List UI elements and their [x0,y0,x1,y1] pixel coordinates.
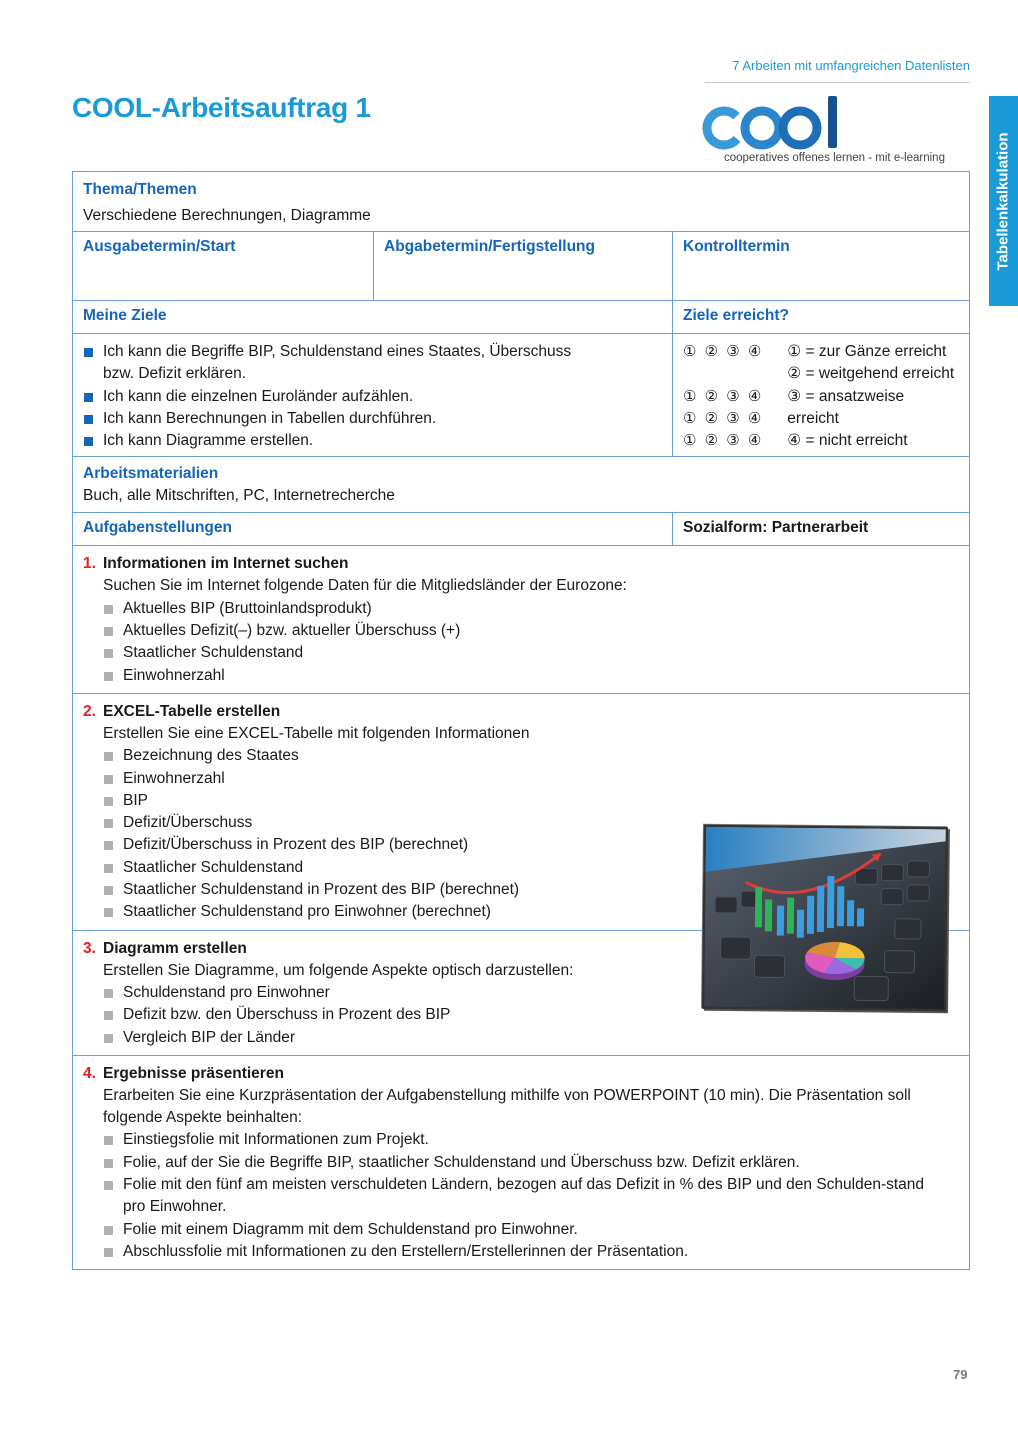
task-number: 1. [83,555,96,573]
page-number: 79 [953,1367,968,1382]
task-item: BIP [103,790,959,812]
task-item: Abschlussfolie mit Informationen zu den Erstellern/Erstellerinnen der Präsentation. [103,1241,959,1263]
task-title: Diagramm erstellen [103,939,247,957]
laptop-chart-photo [702,825,948,1012]
task-intro: Erstellen Sie Diagramme, um folgende Aspekte optisch darzustellen: [103,961,574,979]
dates-row [73,232,969,301]
task-item: Staatlicher Schuldenstand [103,642,959,664]
rating-options-goal-4[interactable]: ① ② ③ ④ [683,432,764,450]
materials-row [73,457,969,513]
task-item: Defizit/Überschuss in Prozent des BIP (berechnet) [103,834,959,856]
control-date-label: Kontrolltermin [683,238,790,255]
task-item: Defizit/Überschuss [103,812,959,834]
end-date-label: Abgabetermin/Fertigstellung [384,238,595,255]
task-item: Einwohnerzahl [103,665,959,687]
cool-logo [700,94,972,168]
goals-row [73,334,969,457]
social-form: Sozialform: Partnerarbeit [683,519,869,537]
chart-illustration-icon [704,827,946,1010]
task-number: 4. [83,1064,96,1082]
task-item: Vergleich BIP der Länder [103,1027,959,1049]
goal-item: Ich kann Berechnungen in Tabellen durchführen. [83,408,662,430]
start-date-label: Ausgabetermin/Start [83,238,236,255]
task-title: Ergebnisse präsentieren [103,1064,284,1082]
task-title: EXCEL-Tabelle erstellen [103,702,281,720]
task-number: 2. [83,702,96,720]
materials-value: Buch, alle Mitschriften, PC, Internetrecherche [83,487,395,505]
task-intro: Erstellen Sie eine EXCEL-Tabelle mit folgenden Informationen [103,724,530,742]
goals-achieved-label: Ziele erreicht? [683,307,789,324]
task-item: Staatlicher Schuldenstand [103,857,959,879]
task-1 [73,546,969,693]
theme-label: Thema/Themen [83,181,197,198]
assignment-sheet [72,171,970,1270]
legend-item: ① = zur Gänze erreicht [787,343,947,360]
rating-options-goal-1[interactable]: ① ② ③ ④ [683,343,764,360]
rating-legend [787,341,959,452]
task-item: Aktuelles Defizit(–) bzw. aktueller Überschuss (+) [103,620,959,642]
legend-item: ④ = nicht erreicht [787,432,908,450]
goal-list [83,341,662,452]
task-item: Bezeichnung des Staates [103,745,959,767]
legend-item: ③ = ansatzweise erreicht [787,387,905,427]
task-4 [73,1056,969,1269]
goals-label: Meine Ziele [83,307,167,324]
task-item: Staatlicher Schuldenstand in Prozent des BIP (berechnet) [103,879,959,901]
chapter-header: 7 Arbeiten mit umfangreichen Datenlisten [732,58,970,73]
task-item: Defizit bzw. den Überschuss in Prozent des BIP [103,1004,959,1026]
task-number: 3. [83,939,96,957]
task-intro: Suchen Sie im Internet folgende Daten für die Mitgliedsländer der Eurozone: [103,577,627,595]
task-item: Aktuelles BIP (Bruttoinlandsprodukt) [103,598,959,620]
theme-row [73,172,969,232]
logo-tagline: cooperatives offenes lernen - mit e-learning [724,152,945,164]
goals-header-row [73,301,969,334]
task-intro: Erarbeiten Sie eine Kurzpräsentation der Aufgabenstellung mithilfe von POWERPOINT (10 min). Die Präsentation soll folgende Aspekte beinhalten: [103,1086,911,1127]
task-items [103,1129,959,1263]
task-item: Staatlicher Schuldenstand pro Einwohner (berechnet) [103,901,959,923]
task-item: Schuldenstand pro Einwohner [103,982,959,1004]
goal-ratings [683,341,787,452]
task-item: Einstiegsfolie mit Informationen zum Projekt. [103,1129,959,1151]
task-item: Folie mit einem Diagramm mit dem Schuldenstand pro Einwohner. [103,1219,959,1241]
tasks-label: Aufgabenstellungen [83,519,232,537]
side-tab-label: Tabellenkalkulation [995,131,1012,271]
task-item: Folie, auf der Sie die Begriffe BIP, staatlicher Schuldenstand und Überschuss bzw. Defizit erklären. [103,1152,959,1174]
rating-options-goal-3[interactable]: ① ② ③ ④ [683,409,764,427]
goal-item: Ich kann die einzelnen Euroländer aufzählen. [83,386,662,408]
page-title: COOL-Arbeitsauftrag 1 [72,92,371,123]
task-item: Folie mit den fünf am meisten verschuldeten Ländern, bezogen auf das Defizit in % des BIP und den Schulden-stand pro Einwohner. [103,1174,959,1219]
task-title: Informationen im Internet suchen [103,555,349,573]
goal-item: Ich kann die Begriffe BIP, Schuldenstand eines Staates, Überschuss bzw. Defizit erklären. [83,341,662,386]
section-side-tab [989,96,1018,306]
rating-options-goal-2[interactable]: ① ② ③ ④ [683,387,764,405]
theme-value: Verschiedene Berechnungen, Diagramme [83,207,371,224]
legend-item: ② = weitgehend erreicht [787,365,955,383]
task-item: Einwohnerzahl [103,768,959,790]
cool-logo-icon [700,94,845,150]
materials-label: Arbeitsmaterialien [83,465,219,483]
task-items [103,598,959,687]
goal-item: Ich kann Diagramme erstellen. [83,430,662,452]
tasks-header-row [73,513,969,546]
header-divider [705,82,970,83]
